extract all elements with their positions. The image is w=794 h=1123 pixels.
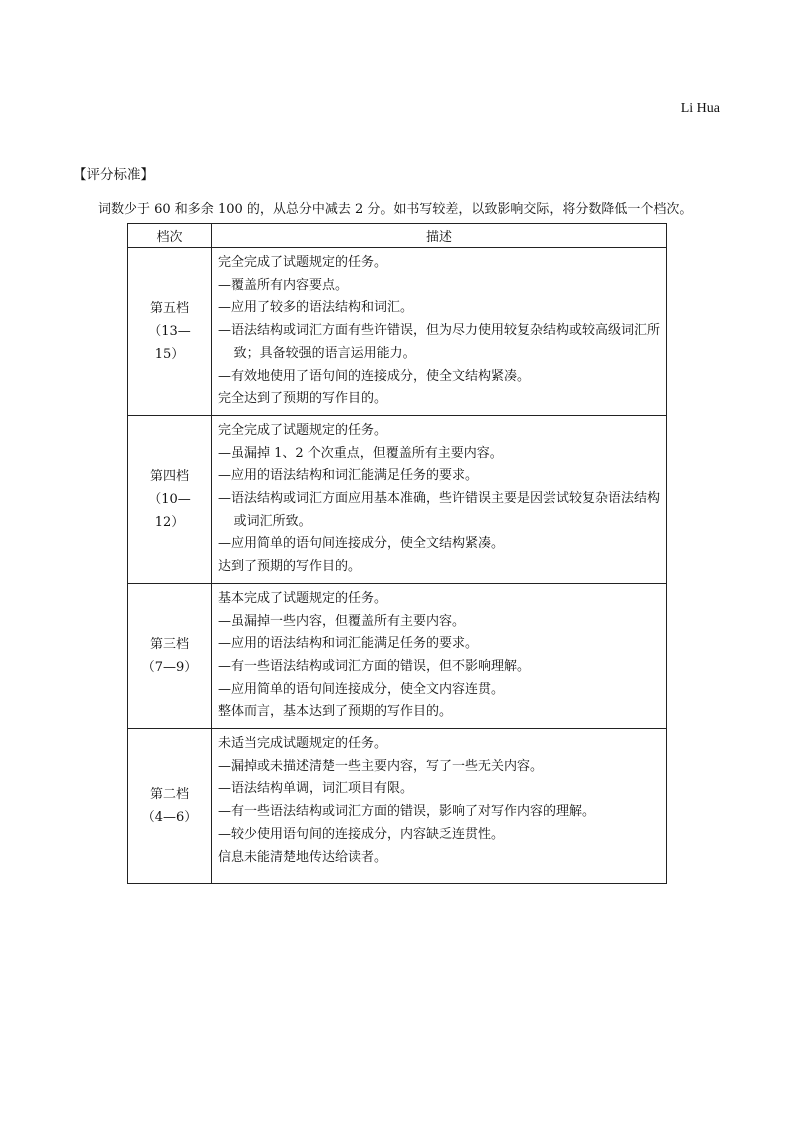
description-line: —较少使用语句间的连接成分，内容缺乏连贯性。 — [218, 826, 505, 842]
section-title: 【评分标准】 — [73, 167, 154, 183]
description-line: 达到了预期的写作目的。 — [218, 559, 362, 575]
level-cell — [128, 729, 212, 884]
level-name: 第五档 — [149, 300, 189, 316]
description-line: —语法结构单调，词汇项目有限。 — [218, 781, 414, 797]
description-line: 完全完成了试题规定的任务。 — [218, 255, 388, 270]
description-line: —语法结构或词汇方面有些许错误，但为尽力使用较复杂结构或较高级词汇所致；具备较强的语言运用能力。 — [218, 323, 661, 361]
description-line: —语法结构或词汇方面应用基本准确，些许错误主要是因尝试较复杂语法结构或词汇所致。 — [218, 491, 661, 529]
description-line: —应用的语法结构和词汇能满足任务的要求。 — [218, 636, 479, 652]
description-line: —漏掉或未描述清楚一些主要内容，写了一些无关内容。 — [218, 758, 544, 774]
intro-paragraph: 词数少于 60 和多余 100 的，从总分中减去 2 分。如书写较差，以致影响交际，将分数降低一个档次。 — [98, 202, 693, 217]
level-range: （10— — [148, 491, 191, 507]
description-line: 整体而言，基本达到了预期的写作目的。 — [218, 704, 453, 720]
table-row — [128, 415, 667, 583]
table-row — [128, 729, 667, 884]
level-range: （13— — [148, 323, 191, 339]
description-line: —应用简单的语句间连接成分，使全文结构紧凑。 — [218, 536, 505, 552]
level-cell — [128, 583, 212, 728]
table-header-row — [128, 224, 667, 248]
level-name: 第四档 — [149, 468, 189, 484]
description-line: 未适当完成试题规定的任务。 — [218, 736, 388, 752]
description-line: —有效地使用了语句间的连接成分，使全文结构紧凑。 — [218, 368, 531, 384]
description-line: —虽漏掉一些内容，但覆盖所有主要内容。 — [218, 613, 466, 629]
description-line: —覆盖所有内容要点。 — [218, 277, 349, 293]
rubric-table — [127, 223, 667, 884]
table-row — [128, 583, 667, 728]
level-cell — [128, 248, 212, 416]
description-line: —有一些语法结构或词汇方面的错误，影响了对写作内容的理解。 — [218, 804, 596, 820]
level-range-end: 12） — [154, 514, 185, 530]
description-line: —有一些语法结构或词汇方面的错误，但不影响理解。 — [218, 658, 531, 674]
level-name: 第三档 — [149, 636, 189, 652]
description-cell — [212, 729, 667, 884]
description-line: —应用了较多的语法结构和词汇。 — [218, 300, 414, 316]
author-name: Li Hua — [680, 101, 720, 116]
level-range: （7—9） — [141, 659, 198, 675]
header-description: 描述 — [212, 224, 667, 248]
description-line: —应用简单的语句间连接成分，使全文内容连贯。 — [218, 681, 505, 697]
header-level: 档次 — [128, 224, 212, 248]
description-cell — [212, 583, 667, 728]
description-line: 完全完成了试题规定的任务。 — [218, 422, 388, 438]
level-cell — [128, 415, 212, 583]
description-cell — [212, 248, 667, 416]
description-line: 信息未能清楚地传达给读者。 — [218, 849, 388, 865]
level-range: （4—6） — [141, 810, 198, 826]
description-line: 完全达到了预期的写作目的。 — [218, 391, 388, 407]
description-line: —应用的语法结构和词汇能满足任务的要求。 — [218, 468, 479, 484]
description-cell — [212, 415, 667, 583]
level-range-end: 15） — [154, 346, 185, 362]
description-line: —虽漏掉 1、2 个次重点，但覆盖所有主要内容。 — [218, 445, 503, 461]
description-line: 基本完成了试题规定的任务。 — [218, 590, 388, 606]
level-name: 第二档 — [149, 787, 189, 803]
table-row — [128, 248, 667, 416]
